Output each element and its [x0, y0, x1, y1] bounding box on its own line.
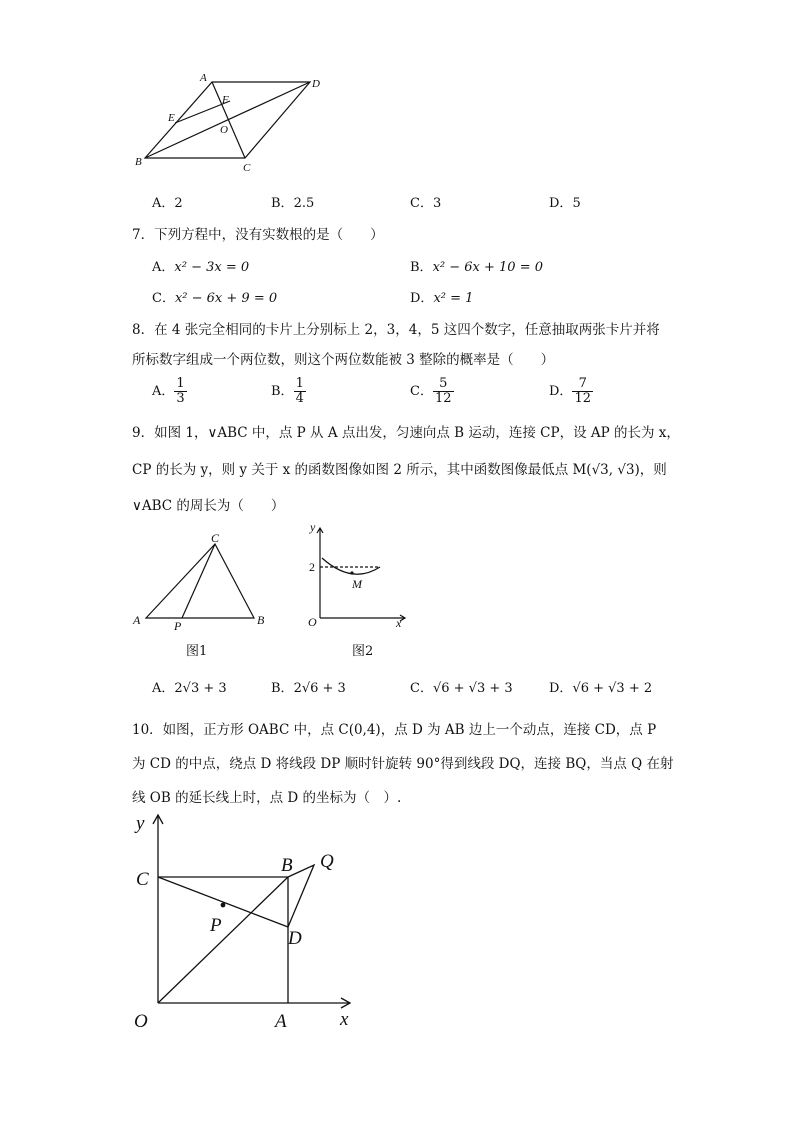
q9-option-a[interactable]: A．2√3 + 3 [152, 681, 227, 696]
q9-stem-line2: CP 的长为 y，则 y 关于 x 的函数图像如图 2 所示，其中函数图像最低点 M(√3, √3)，则 [132, 462, 667, 478]
q9-option-d[interactable]: D．√6 + √3 + 2 [549, 681, 653, 696]
label-F: F [222, 94, 229, 106]
q7-stem: 7．下列方程中，没有实数根的是（ ） [132, 227, 384, 243]
fig10-label-x: x [340, 1009, 349, 1030]
fig10-label-y: y [136, 813, 145, 834]
q8-option-d[interactable]: D． $\frac{7}{12}$ [549, 376, 591, 406]
q9-stem-line1: 9．如图 1，∨ABC 中，点 P 从 A 点出发，匀速向点 B 运动，连接 CP，设 AP 的长为 x， [132, 425, 680, 441]
fig10-label-C: C [136, 869, 149, 890]
square-figure [128, 805, 368, 1045]
q6-option-c[interactable]: C．3 [410, 196, 442, 211]
q8-stem-line2: 所标数字组成一个两位数，则这个两位数能被 3 整除的概率是（ ） [132, 352, 555, 368]
fig2-label-2: 2 [309, 560, 315, 574]
q7-option-c[interactable]: C．x² − 6x + 9 = 0 [152, 291, 278, 306]
q10-stem-line3: 线 OB 的延长线上时，点 D 的坐标为（ ）. [132, 790, 402, 806]
q8-stem-line1: 8．在 4 张完全相同的卡片上分别标上 2，3，4，5 这四个数字，任意抽取两张卡片并将 [132, 322, 660, 338]
fig10-label-Q: Q [320, 851, 334, 872]
q6-option-d[interactable]: D．5 [549, 196, 581, 211]
fig1-label-B: B [257, 613, 265, 627]
q6-option-a[interactable]: A．2 [152, 196, 183, 211]
fig1-caption: 图1 [186, 644, 208, 659]
label-C: C [243, 162, 251, 174]
fig2-label-M: M [352, 577, 362, 591]
q10-stem-line2: 为 CD 的中点，绕点 D 将线段 DP 顺时针旋转 90°得到线段 DQ，连接 BQ，当点 Q 在射 [132, 756, 674, 772]
label-D: D [312, 78, 320, 90]
fig2-caption: 图2 [352, 644, 374, 659]
fig2-label-O: O [308, 615, 317, 629]
parallelogram-figure [130, 70, 330, 180]
fig1-label-P: P [174, 619, 182, 633]
fig10-label-D: D [288, 928, 302, 949]
q10-stem-line1: 10．如图，正方形 OABC 中，点 C(0,4)，点 D 为 AB 边上一个动点，连接 CD，点 P [132, 722, 657, 738]
q9-stem-line3: ∨ABC 的周长为（ ） [132, 498, 285, 514]
fig10-label-B: B [281, 855, 293, 876]
label-A: A [200, 72, 207, 84]
q9-option-c[interactable]: C．√6 + √3 + 3 [410, 681, 513, 696]
fig10-label-P: P [210, 915, 222, 936]
q8-option-b[interactable]: B． $\frac{1}{4}$ [271, 376, 304, 406]
fig2-label-y: y [310, 520, 316, 534]
fig10-label-O: O [134, 1011, 148, 1032]
fig1-label-C: C [211, 531, 220, 545]
triangle-figure [128, 530, 278, 635]
fig10-label-A: A [275, 1011, 287, 1032]
q6-option-b[interactable]: B．2.5 [271, 196, 315, 211]
label-E: E [168, 112, 175, 124]
q9-option-b[interactable]: B．2√6 + 3 [271, 681, 346, 696]
q7-option-b[interactable]: B．x² − 6x + 10 = 0 [410, 260, 543, 275]
q8-option-c[interactable]: C． $\frac{5}{12}$ [410, 376, 452, 406]
q7-option-d[interactable]: D．x² = 1 [410, 291, 474, 306]
q7-option-a[interactable]: A．x² − 3x = 0 [152, 260, 250, 275]
fig1-label-A: A [133, 613, 141, 627]
fig2-label-x: x [396, 616, 402, 630]
q8-option-a[interactable]: A． $\frac{1}{3}$ [152, 376, 185, 406]
function-graph-figure [300, 518, 415, 633]
label-O: O [220, 124, 228, 136]
label-B: B [135, 156, 142, 168]
